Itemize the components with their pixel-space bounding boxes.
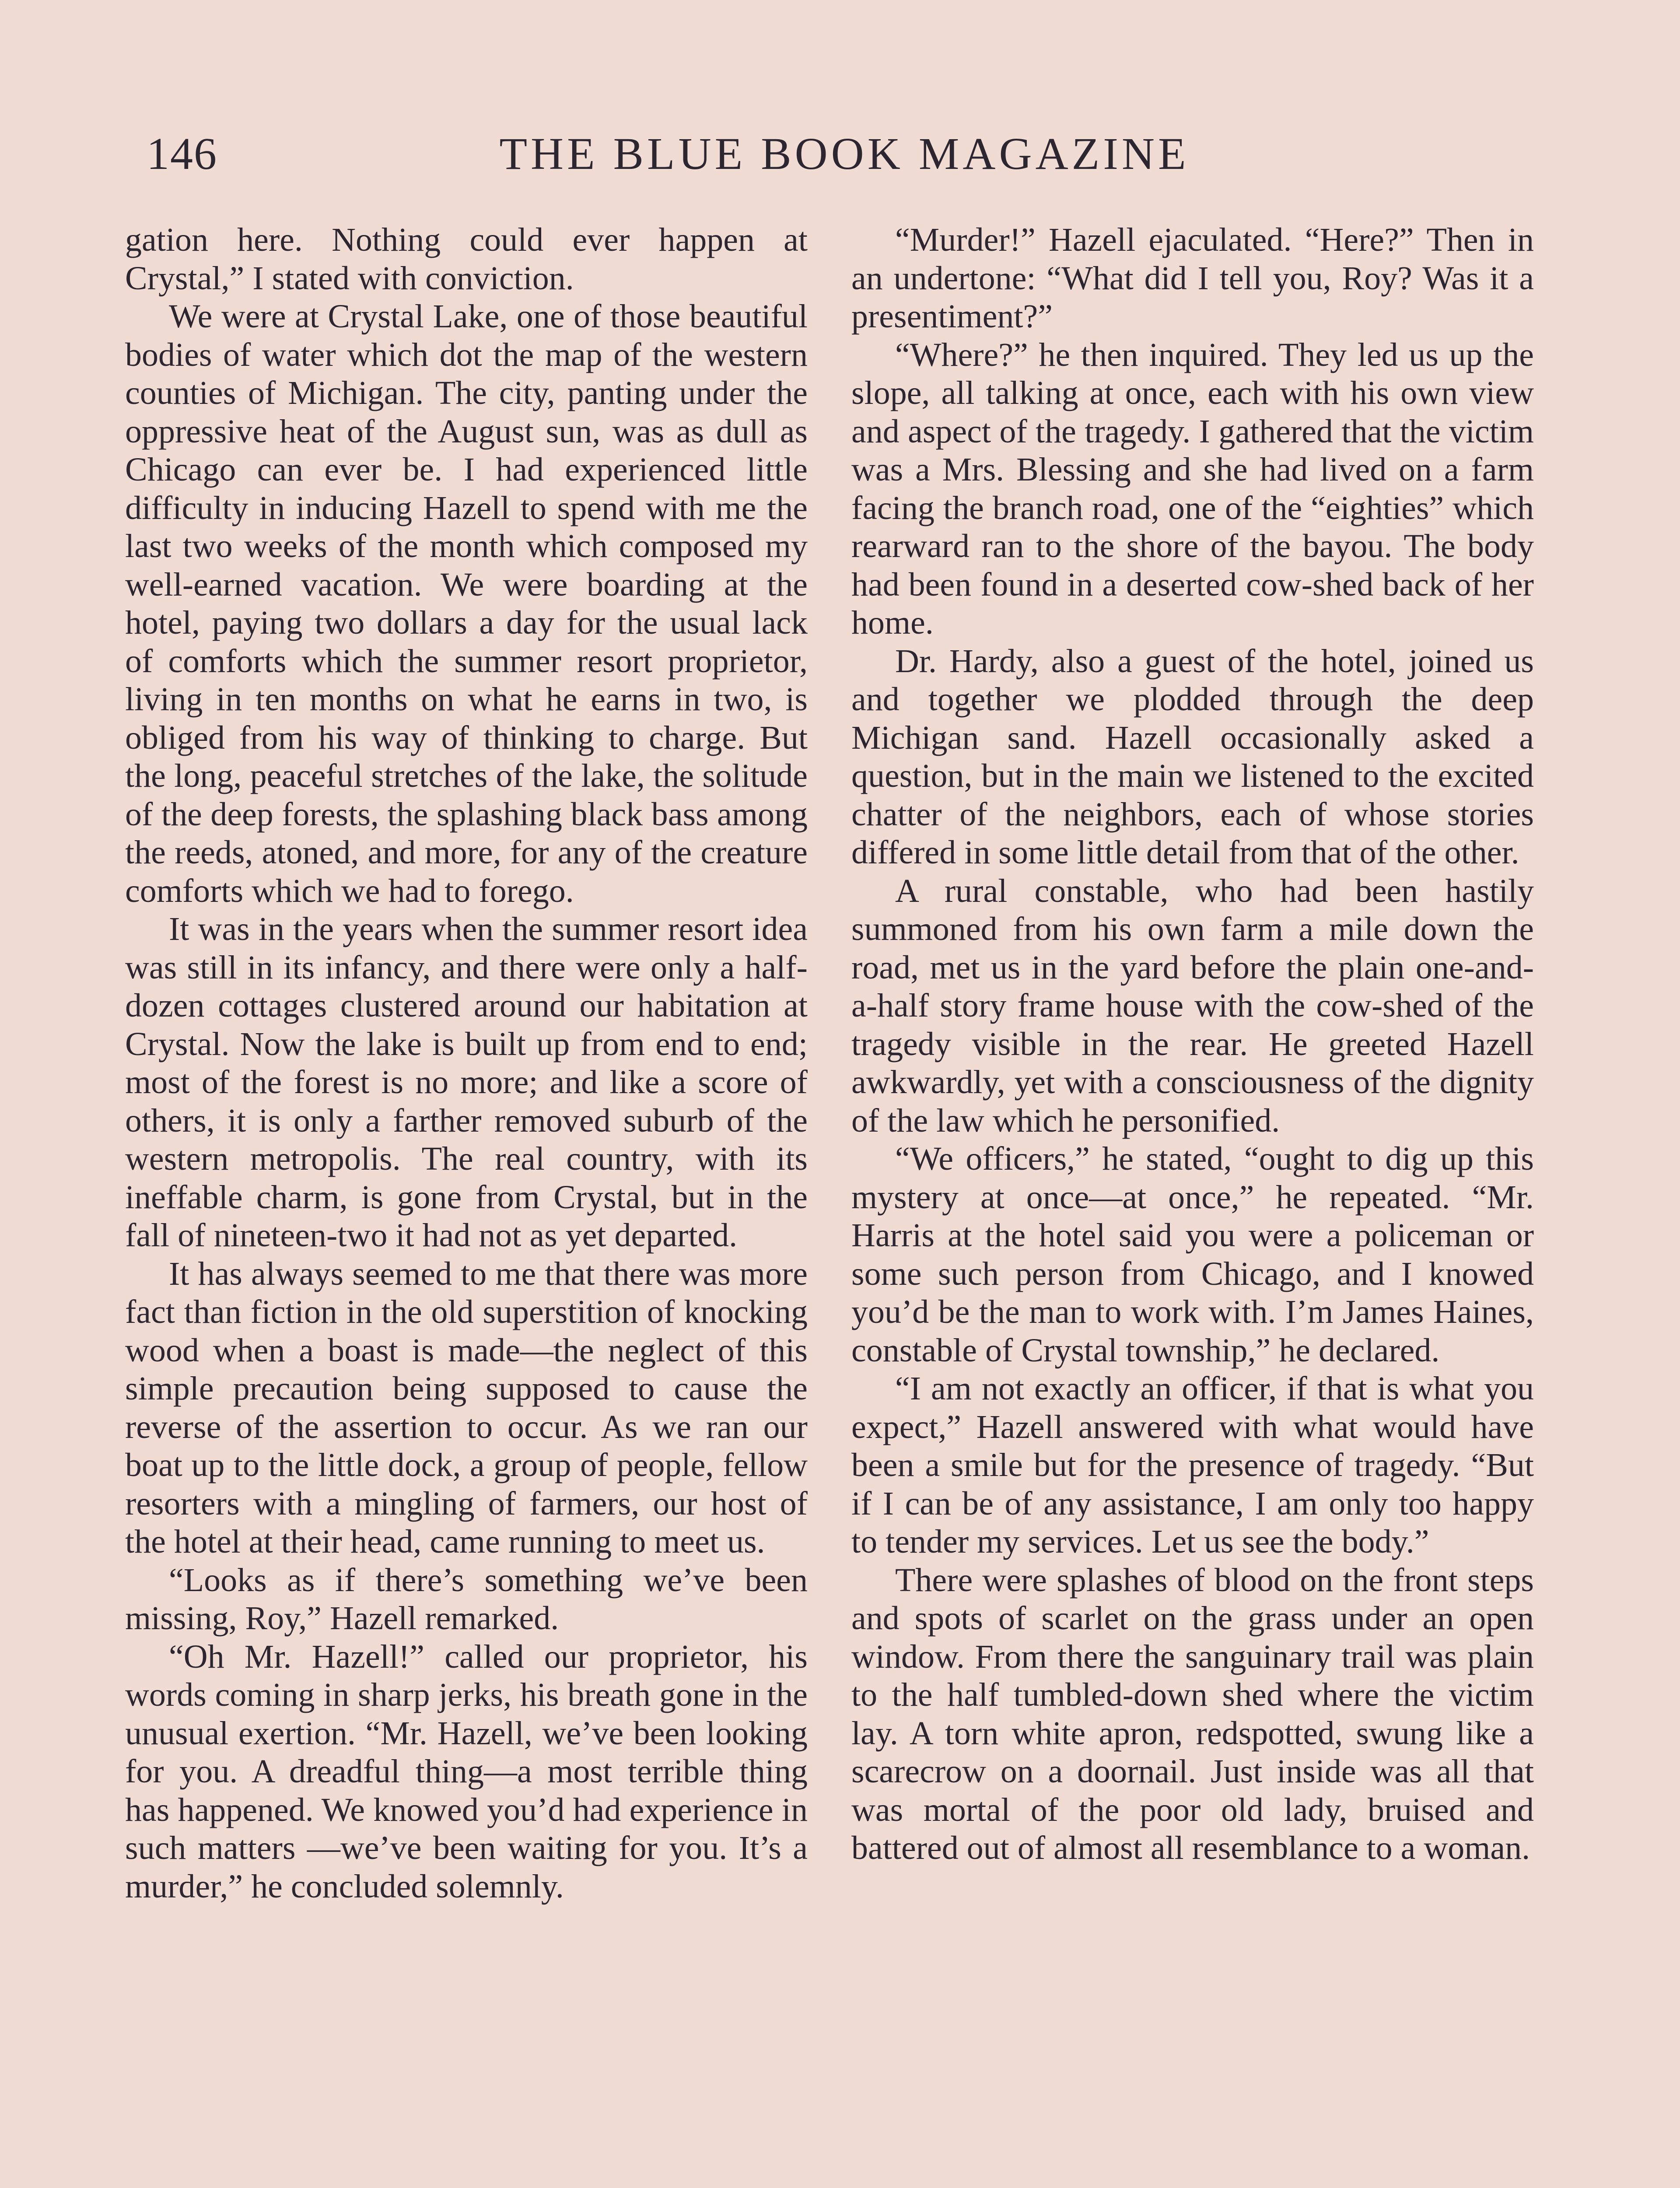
paragraph: There were splashes of blood on the front steps and spots of scarlet on the grass under an open window. From there the sanguinary trail was plain to the half tumbled-down shed where the victim lay. A torn white apron, redspotted, swung like a scarecrow on a doornail. Just inside was all that was mortal of the poor old lady, bruised and battered out of almost all resemblance to a woman. <box>851 1561 1534 1866</box>
left-text-column <box>125 221 808 2188</box>
running-head-title: THE BLUE BOOK MAGAZINE <box>499 129 1190 179</box>
paragraph: It has always seemed to me that there was more fact than fiction in the old superstition of knocking wood when a boast is made—the neglect of this simple precaution being supposed to cause the reverse of the assertion to occur. As we ran our boat up to the little dock, a group of people, fellow resorters with a mingling of farmers, our host of the hotel at their head, came running to meet us. <box>125 1255 808 1560</box>
paragraph: “Murder!” Hazell ejaculated. “Here?” Then in an undertone: “What did I tell you, Roy? Was it a presentiment?” <box>851 221 1534 335</box>
paragraph: “Where?” he then inquired. They led us up the slope, all talking at once, each with his own view and aspect of the tragedy. I gathered that the victim was a Mrs. Blessing and she had lived on a farm facing the branch road, one of the “eighties” which rearward ran to the shore of the bayou. The body had been found in a deserted cow-shed back of her home. <box>851 336 1534 641</box>
right-text-column <box>851 221 1534 2188</box>
paragraph: We were at Crystal Lake, one of those beautiful bodies of water which dot the map of the western counties of Michigan. The city, panting under the oppressive heat of the August sun, was as dull as Chicago can ever be. I had experienced little difficulty in inducing Hazell to spend with me the last two weeks of the month which composed my well-earned vacation. We were boarding at the hotel, paying two dollars a day for the usual lack of comforts which the summer resort proprietor, living in ten months on what he earns in two, is obliged from his way of thinking to charge. But the long, peaceful stretches of the lake, the solitude of the deep forests, the splashing black bass among the reeds, atoned, and more, for any of the creature comforts which we had to forego. <box>125 298 808 909</box>
paragraph: “Oh Mr. Hazell!” called our proprietor, his words coming in sharp jerks, his breath gone in the unusual exertion. “Mr. Hazell, we’ve been looking for you. A dreadful thing—a most terrible thing has happened. We knowed you’d had experience in such matters —we’ve been waiting for you. It’s a murder,” he concluded solemnly. <box>125 1638 808 1905</box>
paragraph: Dr. Hardy, also a guest of the hotel, joined us and together we plodded through the deep Michigan sand. Hazell occasionally asked a question, but in the main we listened to the excited chatter of the neighbors, each of whose stories differed in some little detail from that of the other. <box>851 642 1534 871</box>
paragraph: “I am not exactly an officer, if that is what you expect,” Hazell answered with what would have been a smile but for the presence of tragedy. “But if I can be of any assistance, I am only too happy to tender my services. Let us see the body.” <box>851 1370 1534 1560</box>
paragraph: “Looks as if there’s something we’ve been missing, Roy,” Hazell remarked. <box>125 1561 808 1637</box>
paragraph: “We officers,” he stated, “ought to dig up this mystery at once—at once,” he repeated. “Mr. Harris at the hotel said you were a policeman or some such person from Chicago, and I knowed you’d be the man to work with. I’m James Haines, constable of Crystal township,” he declared. <box>851 1140 1534 1369</box>
paragraph: gation here. Nothing could ever happen at Crystal,” I stated with conviction. <box>125 221 808 297</box>
page-number: 146 <box>147 129 217 179</box>
paragraph: It was in the years when the summer resort idea was still in its infancy, and there were only a half-dozen cottages clustered around our habitation at Crystal. Now the lake is built up from end to end; most of the forest is no more; and like a score of others, it is only a farther removed suburb of the western metropolis. The real country, with its ineffable charm, is gone from Crystal, but in the fall of nineteen-two it had not as yet departed. <box>125 911 808 1254</box>
paragraph: A rural constable, who had been hastily summoned from his own farm a mile down the road, met us in the yard before the plain one-and-a-half story frame house with the cow-shed of the tragedy visible in the rear. He greeted Hazell awkwardly, yet with a consciousness of the dignity of the law which he personified. <box>851 872 1534 1139</box>
